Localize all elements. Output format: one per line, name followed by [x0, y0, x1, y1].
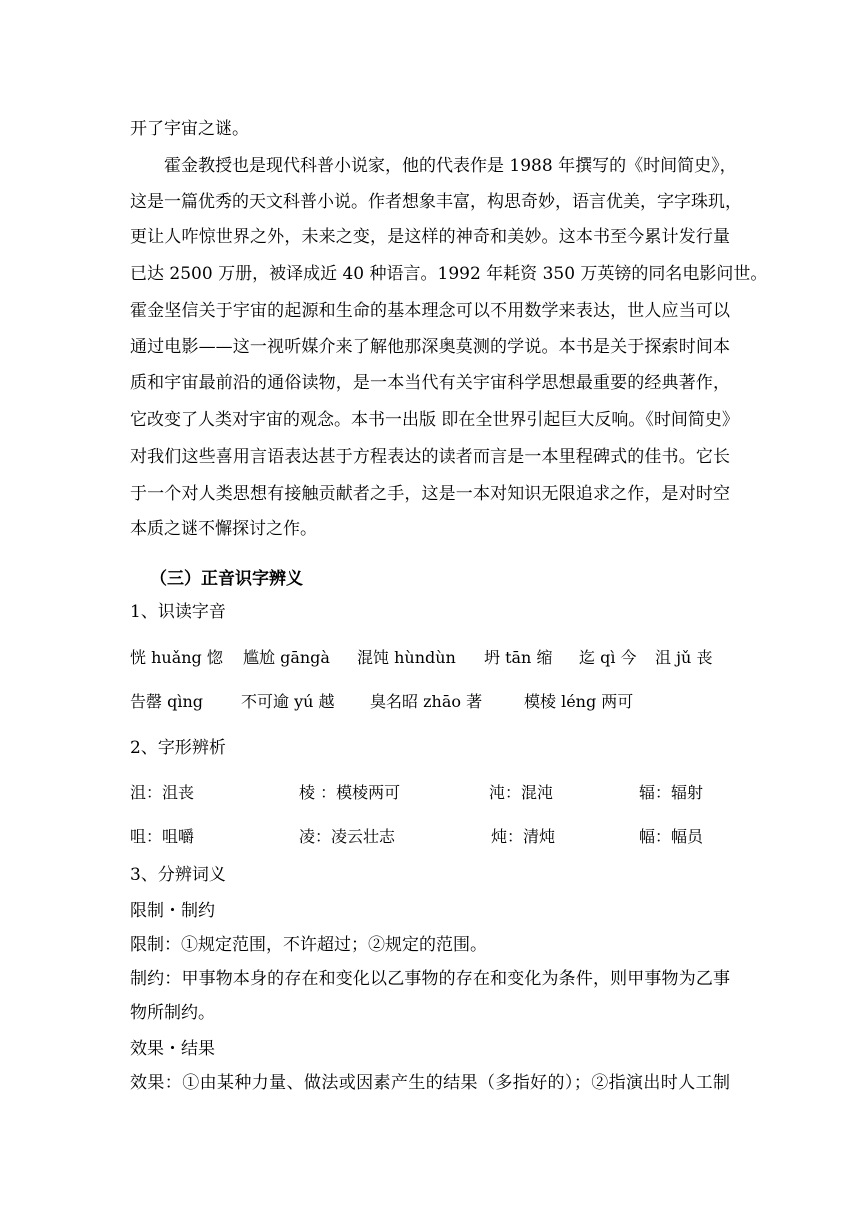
- pronunciation-item: 坍 tān 缩: [484, 648, 553, 667]
- hawking-paragraph-line-10: 于一个对人类思想有接触贡献者之手，这是一本对知识无限追求之作，是对时空: [130, 484, 730, 504]
- hawking-paragraph-line-2: 这是一篇优秀的天文科普小说。作者想象丰富，构思奇妙，语言优美，字字珠玑，: [130, 192, 742, 212]
- glyph-item: 幅：幅员: [639, 827, 704, 846]
- glyph-item: 沌：混沌: [489, 783, 554, 802]
- hawking-paragraph-line-7: 质和宇宙最前沿的通俗读物，是一本当代有关宇宙科学思想最重要的经典著作，: [130, 373, 730, 393]
- glyph-item: 辐：辐射: [639, 783, 704, 802]
- glyph-item: 炖：清炖: [491, 827, 556, 846]
- subsection-meaning-title: 3、分辨词义: [130, 865, 226, 885]
- word-pair-title: 效果・结果: [130, 1039, 215, 1059]
- pronunciation-item: 混饨 hùndùn: [357, 648, 456, 667]
- subsection-glyph-title: 2、字形辨析: [130, 738, 226, 758]
- hawking-paragraph-line-5: 霍金坚信关于宇宙的起源和生命的基本理念可以不用数学来表达，世人应当可以: [130, 301, 730, 321]
- pronunciation-item: 恍 huǎng 惚: [130, 648, 223, 667]
- glyph-item: 沮：沮丧: [130, 783, 195, 802]
- hawking-paragraph-line-3: 更让人咋惊世界之外，未来之变，是这样的神奇和美妙。这本书至今累计发行量: [130, 227, 730, 247]
- hawking-paragraph-line-8: 它改变了人类对宇宙的观念。本书一出版 即在全世界引起巨大反响。《时间简史》: [130, 410, 739, 430]
- pronunciation-item: 迄 qì 今: [579, 648, 637, 667]
- word-definition-continued: 物所制约。: [130, 1003, 215, 1023]
- pronunciation-item: 告罄 qìng: [130, 692, 203, 711]
- pronunciation-item: 模棱 léng 两可: [524, 692, 634, 711]
- pronunciation-item: 沮 jǔ 丧: [655, 648, 713, 667]
- pronunciation-item: 不可逾 yú 越: [241, 692, 335, 711]
- hawking-paragraph-line-6: 通过电影——这一视听媒介来了解他那深奥莫测的学说。本书是关于探索时间本: [130, 337, 730, 357]
- word-pair-title: 限制・制约: [130, 901, 215, 921]
- pronunciation-item: 尴尬 gāngà: [243, 648, 330, 667]
- hawking-paragraph-line-11: 本质之谜不懈探讨之作。: [130, 519, 317, 539]
- hawking-paragraph-line-4: 已达 2500 万册，被译成近 40 种语言。1992 年耗资 350 万英镑的同名电影问世。: [130, 264, 768, 284]
- hawking-paragraph-line-1: 霍金教授也是现代科普小说家，他的代表作是 1988 年撰写的《时间简史》，: [164, 156, 737, 176]
- section-heading: （三）正音识字辨义: [150, 569, 303, 589]
- word-definition: 限制：①规定范围，不许超过；②规定的范围。: [130, 935, 487, 955]
- glyph-item: 棱 ：模棱两可: [299, 783, 401, 802]
- hawking-paragraph-line-9: 对我们这些喜用言语表达甚于方程表达的读者而言是一本里程碑式的佳书。它长: [130, 447, 730, 467]
- glyph-item: 咀：咀嚼: [130, 827, 195, 846]
- intro-paragraph-end: 开了宇宙之谜。: [130, 119, 249, 139]
- pronunciation-item: 臭名昭 zhāo 著: [370, 692, 483, 711]
- glyph-item: 凌：凌云壮志: [299, 827, 396, 846]
- subsection-pronunciation-title: 1、识读字音: [130, 602, 226, 622]
- word-definition: 制约：甲事物本身的存在和变化以乙事物的存在和变化为条件，则甲事物为乙事: [130, 969, 730, 989]
- word-definition: 效果：①由某种力量、做法或因素产生的结果（多指好的）；②指演出时人工制: [130, 1073, 730, 1093]
